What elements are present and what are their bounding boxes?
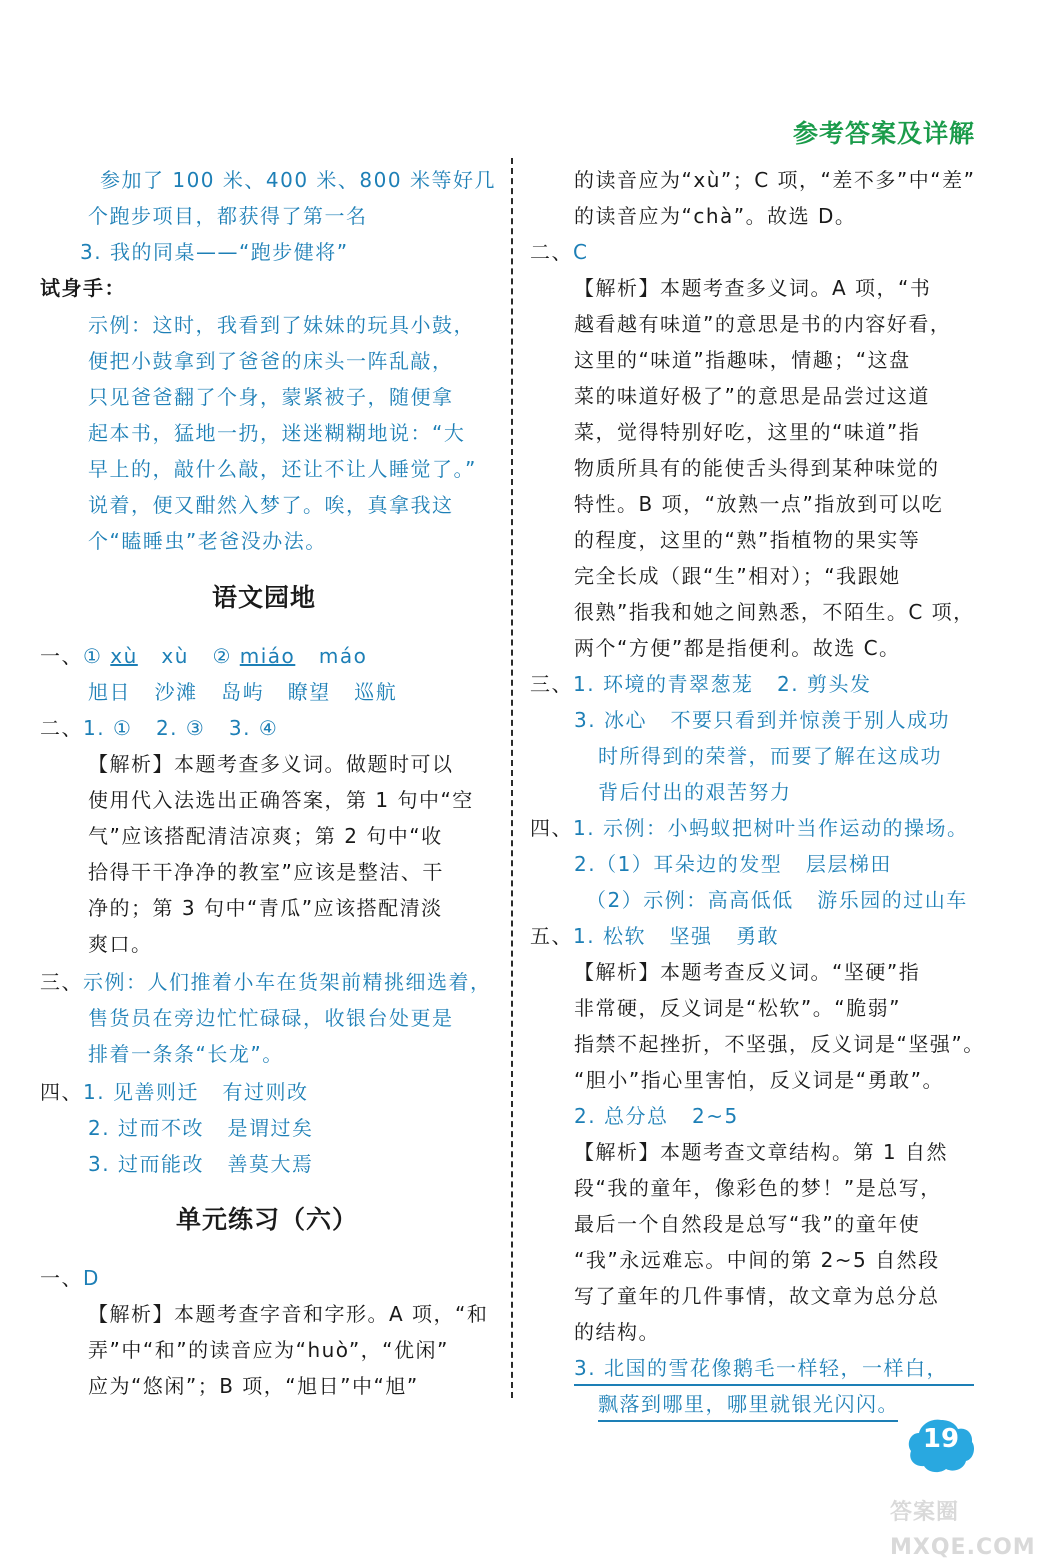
answer-text: 飘落到哪里，哪里就银光闪闪。: [598, 1392, 899, 1416]
answer-text: 2.（1）耳朵边的发型 层层梯田: [574, 852, 892, 876]
item-number: 三、: [530, 672, 573, 696]
explanation-line: 【解析】本题考查字音和字形。A 项，“和: [88, 1302, 489, 1326]
explanation-line: 菜，觉得特别好吃，这里的“味道”指: [574, 420, 921, 444]
text-line: 起本书，猛地一扔，迷迷糊糊地说：“大: [88, 421, 466, 445]
explanation-line: 拾得干干净净的教室”应该是整洁、干: [88, 860, 444, 884]
answer-text: 1. 见善则迁 有过则改: [83, 1080, 309, 1104]
answer-text: miáo: [239, 644, 296, 668]
explanation-line: 写了童年的几件事情，故文章为总分总: [574, 1284, 940, 1308]
answer-row: [530, 670, 871, 698]
text-line: 只见爸爸翻了个身，蒙紧被子，随便拿: [88, 385, 454, 409]
section-title: 单元练习（六）: [176, 1205, 359, 1234]
item-number: 三、: [40, 970, 83, 994]
explanation-line: “我”永远难忘。中间的第 2~5 自然段: [574, 1248, 940, 1272]
explanation-line: 物质所具有的能使舌头得到某种味觉的: [574, 456, 940, 480]
watermark-logo: [890, 1492, 1057, 1562]
answer-row: [40, 714, 278, 742]
item-number: 四、: [530, 816, 573, 840]
answer-row: [530, 238, 588, 266]
answer-text: 3. 冰心 不要只看到并惊羡于别人成功: [574, 708, 951, 732]
answer-text: ①: [83, 644, 111, 668]
explanation-line: 气”应该搭配清洁凉爽；第 2 句中“收: [88, 824, 443, 848]
item-number: 二、: [530, 240, 573, 264]
explanation-line: 【解析】本题考查反义词。“坚硬”指: [574, 960, 921, 984]
explanation-line: 应为“悠闲”；B 项，“旭日”中“旭”: [88, 1374, 419, 1398]
section-title: 语文园地: [212, 583, 317, 612]
text-line: 3. 我的同桌——“跑步健将”: [80, 240, 349, 264]
answer-text: 背后付出的艰苦努力: [598, 780, 792, 804]
explanation-line: 净的；第 3 句中“青瓜”应该搭配清淡: [88, 896, 443, 920]
answer-text: 时所得到的荣誉，而要了解在这成功: [598, 744, 942, 768]
explanation-line: 越看越有味道”的意思是书的内容好看，: [574, 312, 952, 336]
answer-text: 旭日 沙滩 岛屿 瞭望 巡航: [88, 680, 398, 704]
column-divider: [511, 158, 513, 1398]
explanation-line: 使用代入法选出正确答案，第 1 句中“空: [88, 788, 474, 812]
answer-text: 1. ① 2. ③ 3. ④: [83, 716, 279, 740]
item-number: 四、: [40, 1080, 83, 1104]
explanation-line: 的结构。: [574, 1320, 660, 1344]
answer-text: 2. 总分总 2~5: [574, 1104, 739, 1128]
answer-text: 1. 环境的青翠葱茏 2. 剪头发: [573, 672, 872, 696]
page-header-title: 参考答案及详解: [792, 119, 975, 148]
explanation-line: 的程度，这里的“熟”指植物的果实等: [574, 528, 921, 552]
underline-rule: [598, 1420, 898, 1422]
answer-row: [530, 814, 968, 842]
explanation-line: 两个“方便”都是指便利。故选 C。: [574, 636, 901, 660]
text-line: 说着，便又酣然入梦了。唉，真拿我这: [88, 493, 454, 517]
item-number: 一、: [40, 644, 83, 668]
explanation-line: 完全长成（跟“生”相对）；“我跟她: [574, 564, 901, 588]
explanation-line: 很熟”指我和她之间熟悉，不陌生。C 项，: [574, 600, 975, 624]
answer-text: máo: [295, 644, 368, 668]
item-number: 二、: [40, 716, 83, 740]
answer-text: 排着一条条“长龙”。: [88, 1042, 284, 1066]
answer-text: 1. 示例：小蚂蚁把树叶当作运动的操场。: [573, 816, 969, 840]
answer-row: [40, 1264, 100, 1292]
explanation-line: 的读音应为“xù”；C 项，“差不多”中“差”: [574, 168, 976, 192]
answer-text: 1. 松软 坚强 勇敢: [573, 924, 780, 948]
explanation-line: 【解析】本题考查多义词。做题时可以: [88, 752, 454, 776]
explanation-line: 的读音应为“chà”。故选 D。: [574, 204, 857, 228]
explanation-line: 非常硬，反义词是“松软”。“脆弱”: [574, 996, 901, 1020]
explanation-line: 【解析】本题考查文章结构。第 1 自然: [574, 1140, 948, 1164]
answer-row: [40, 968, 492, 996]
section-label: 试身手：: [40, 276, 126, 300]
text-line: 早上的，敲什么敲，还让不让人睡觉了。”: [88, 457, 477, 481]
item-number: 五、: [530, 924, 573, 948]
answer-text: xù: [110, 644, 138, 668]
answer-text: D: [83, 1266, 100, 1290]
answer-row: [40, 1078, 309, 1106]
answer-row: [530, 922, 779, 950]
explanation-line: 指禁不起挫折，不坚强，反义词是“坚强”。: [574, 1032, 985, 1056]
answer-text: 2. 过而不改 是谓过矣: [88, 1116, 314, 1140]
explanation-line: 菜的味道好极了”的意思是品尝过这道: [574, 384, 930, 408]
answer-row: [40, 642, 367, 670]
page-number: 19: [922, 1424, 960, 1454]
answer-text: 售货员在旁边忙忙碌碌，收银台处更是: [88, 1006, 454, 1030]
underline-rule: [574, 1384, 974, 1386]
explanation-line: “胆小”指心里害怕，反义词是“勇敢”。: [574, 1068, 944, 1092]
explanation-line: 段“我的童年，像彩色的梦！”是总写，: [574, 1176, 942, 1200]
text-line: 个跑步项目，都获得了第一名: [88, 204, 368, 228]
explanation-line: 爽口。: [88, 932, 153, 956]
explanation-line: 弄”中“和”的读音应为“huò”，“优闲”: [88, 1338, 449, 1362]
answer-text: 3. 过而能改 善莫大焉: [88, 1152, 314, 1176]
text-line: 个“瞌睡虫”老爸没办法。: [88, 529, 327, 553]
text-line: 便把小鼓拿到了爸爸的床头一阵乱敲，: [88, 349, 454, 373]
text-line: 参加了 100 米、400 米、800 米等好几: [100, 168, 496, 192]
answer-text: xù ②: [137, 644, 240, 668]
answer-text: （2）示例：高高低低 游乐园的过山车: [586, 888, 968, 912]
watermark-text: 答案圈 MXQE.COM: [890, 1500, 1036, 1560]
text-line: 示例：这时，我看到了妹妹的玩具小鼓，: [88, 313, 475, 337]
item-number: 一、: [40, 1266, 83, 1290]
explanation-line: 这里的“味道”指趣味，情趣；“这盘: [574, 348, 911, 372]
explanation-line: 特性。B 项，“放熟一点”指放到可以吃: [574, 492, 944, 516]
answer-text: C: [573, 240, 589, 264]
answer-text: 示例：人们推着小车在货架前精挑细选着，: [83, 970, 492, 994]
explanation-line: 最后一个自然段是总写“我”的童年使: [574, 1212, 921, 1236]
answer-text: 3. 北国的雪花像鹅毛一样轻，一样白，: [574, 1356, 948, 1380]
explanation-line: 【解析】本题考查多义词。A 项，“书: [574, 276, 932, 300]
